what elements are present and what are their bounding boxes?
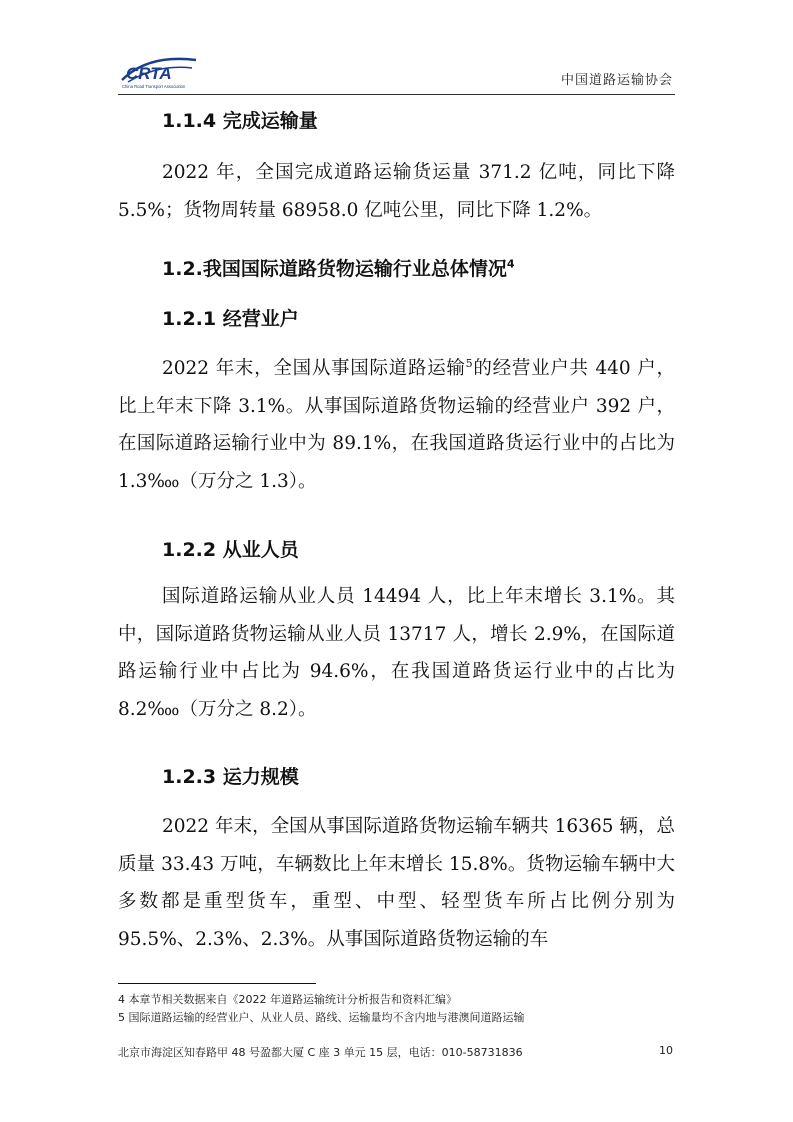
footnote-ref-4: 4 [506, 257, 515, 271]
footnote-divider [118, 983, 316, 984]
para-text-a: 2022 年末，全国从事国际道路运输 [162, 358, 466, 379]
section-1-2-2-paragraph: 国际道路运输从业人员 14494 人，比上年末增长 3.1%。其中，国际道路货物运输从业人员 13717 人，增长 2.9%，在国际道路运输行业中占比为 94.6%，在我国道路货运行业中的占比为 8.2‱（万分之 8.2）。 [118, 586, 675, 720]
section-1-2-3-title: 1.2.3 运力规模 [162, 766, 299, 788]
crta-logo [118, 52, 200, 90]
footnote-ref-5: 5 [465, 356, 473, 370]
section-1-1-4-title: 1.1.4 完成运输量 [162, 110, 318, 132]
para-text-b: 的经营业户共 440 户，比上年末下降 3.1%。从事国际道路货物运输的经营业户 392 户，在国际道路运输行业中为 89.1%，在我国道路货运行业中的占比为 1.3‱（万分之 1.3）。 [118, 358, 676, 492]
footnote-4: 4 本章节相关数据来自《2022 年道路运输统计分析报告和资料汇编》 [118, 993, 457, 1006]
section-1-2-3-paragraph: 2022 年末，全国从事国际道路货物运输车辆共 16365 辆，总质量 33.43 万吨，车辆数比上年末增长 15.8%。货物运输车辆中大多数都是重型货车，重型、中型、轻型货车所占比例分别为 95.5%、2.3%、2.3%。从事国际道路货物运输的车 [118, 816, 675, 950]
logo-subtitle: China Road Transport Association [122, 84, 186, 89]
section-1-2-title-text: 1.2.我国国际道路货物运输行业总体情况 [162, 258, 507, 280]
page-number: 10 [659, 1044, 673, 1057]
page-header [118, 50, 675, 95]
section-1-2-1-paragraph [118, 350, 675, 500]
section-1-2-title [162, 254, 515, 281]
section-1-2-1-title: 1.2.1 经营业户 [162, 308, 299, 330]
logo-text: CRTA [126, 64, 172, 83]
section-1-2-2-title: 1.2.2 从业人员 [162, 539, 299, 561]
section-1-1-4-paragraph: 2022 年，全国完成道路运输货运量 371.2 亿吨，同比下降 5.5%；货物周转量 68958.0 亿吨公里，同比下降 1.2%。 [118, 162, 675, 221]
footer-address: 北京市海淀区知春路甲 48 号盈都大厦 C 座 3 单元 15 层，电话：010-58731836 [118, 1046, 523, 1059]
organization-name: 中国道路运输协会 [560, 73, 673, 88]
footnote-5: 5 国际道路运输的经营业户、从业人员、路线、运输量均不含内地与港澳间道路运输 [118, 1011, 525, 1024]
